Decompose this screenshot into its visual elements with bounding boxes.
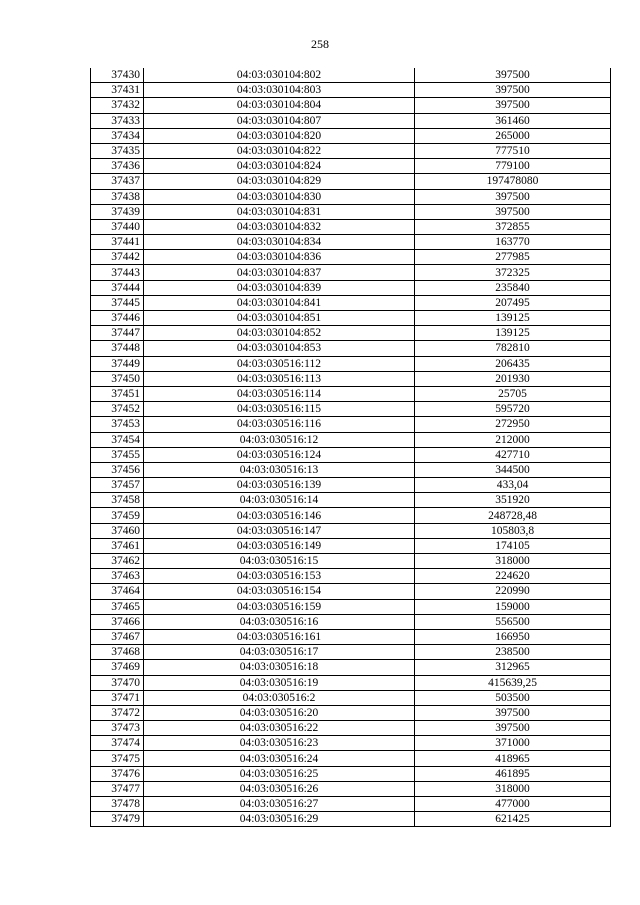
cadastral-value-cell: 197478080 <box>415 174 611 189</box>
table-row <box>91 629 611 644</box>
cadastral-number-cell: 04:03:030104:834 <box>144 235 415 250</box>
table-row <box>91 478 611 493</box>
row-number-cell: 37450 <box>91 371 144 386</box>
cadastral-number-cell: 04:03:030516:23 <box>144 736 415 751</box>
cadastral-number-cell: 04:03:030516:19 <box>144 675 415 690</box>
row-number-cell: 37434 <box>91 128 144 143</box>
cadastral-value-table <box>90 68 611 827</box>
table-row <box>91 766 611 781</box>
row-number-cell: 37464 <box>91 584 144 599</box>
table-row <box>91 812 611 827</box>
table-row <box>91 721 611 736</box>
cadastral-number-cell: 04:03:030516:24 <box>144 751 415 766</box>
cadastral-value-cell: 277985 <box>415 250 611 265</box>
table-row <box>91 311 611 326</box>
cadastral-value-cell: 318000 <box>415 554 611 569</box>
cadastral-number-cell: 04:03:030516:114 <box>144 386 415 401</box>
row-number-cell: 37465 <box>91 599 144 614</box>
cadastral-value-cell: 351920 <box>415 493 611 508</box>
cadastral-number-cell: 04:03:030516:17 <box>144 645 415 660</box>
row-number-cell: 37446 <box>91 311 144 326</box>
cadastral-value-cell: 105803,8 <box>415 523 611 538</box>
table-row <box>91 645 611 660</box>
cadastral-value-cell: 163770 <box>415 235 611 250</box>
table-row <box>91 174 611 189</box>
table-row <box>91 98 611 113</box>
row-number-cell: 37475 <box>91 751 144 766</box>
cadastral-number-cell: 04:03:030516:13 <box>144 462 415 477</box>
table-row <box>91 584 611 599</box>
cadastral-number-cell: 04:03:030104:831 <box>144 204 415 219</box>
table-row <box>91 386 611 401</box>
table-row <box>91 341 611 356</box>
cadastral-value-cell: 397500 <box>415 68 611 83</box>
row-number-cell: 37461 <box>91 538 144 553</box>
cadastral-value-cell: 344500 <box>415 462 611 477</box>
table-row <box>91 204 611 219</box>
cadastral-value-cell: 427710 <box>415 447 611 462</box>
cadastral-value-cell: 238500 <box>415 645 611 660</box>
cadastral-number-cell: 04:03:030104:822 <box>144 143 415 158</box>
cadastral-number-cell: 04:03:030516:153 <box>144 569 415 584</box>
cadastral-value-cell: 397500 <box>415 98 611 113</box>
cadastral-number-cell: 04:03:030516:18 <box>144 660 415 675</box>
cadastral-number-cell: 04:03:030104:853 <box>144 341 415 356</box>
cadastral-number-cell: 04:03:030516:14 <box>144 493 415 508</box>
cadastral-value-cell: 477000 <box>415 797 611 812</box>
row-number-cell: 37435 <box>91 143 144 158</box>
cadastral-value-cell: 418965 <box>415 751 611 766</box>
cadastral-number-cell: 04:03:030516:12 <box>144 432 415 447</box>
cadastral-number-cell: 04:03:030516:154 <box>144 584 415 599</box>
row-number-cell: 37439 <box>91 204 144 219</box>
row-number-cell: 37462 <box>91 554 144 569</box>
table-row <box>91 523 611 538</box>
cadastral-number-cell: 04:03:030516:20 <box>144 705 415 720</box>
table-row <box>91 493 611 508</box>
row-number-cell: 37457 <box>91 478 144 493</box>
row-number-cell: 37444 <box>91 280 144 295</box>
cadastral-number-cell: 04:03:030104:807 <box>144 113 415 128</box>
cadastral-value-cell: 782810 <box>415 341 611 356</box>
row-number-cell: 37442 <box>91 250 144 265</box>
cadastral-value-cell: 556500 <box>415 614 611 629</box>
row-number-cell: 37447 <box>91 326 144 341</box>
cadastral-value-cell: 621425 <box>415 812 611 827</box>
row-number-cell: 37431 <box>91 83 144 98</box>
cadastral-number-cell: 04:03:030516:139 <box>144 478 415 493</box>
table-row <box>91 736 611 751</box>
cadastral-number-cell: 04:03:030516:124 <box>144 447 415 462</box>
table-row <box>91 295 611 310</box>
cadastral-number-cell: 04:03:030516:15 <box>144 554 415 569</box>
table-row <box>91 113 611 128</box>
row-number-cell: 37479 <box>91 812 144 827</box>
row-number-cell: 37469 <box>91 660 144 675</box>
cadastral-value-cell: 272950 <box>415 417 611 432</box>
table-row <box>91 538 611 553</box>
table-row <box>91 797 611 812</box>
table-row <box>91 265 611 280</box>
cadastral-value-cell: 235840 <box>415 280 611 295</box>
table-row <box>91 751 611 766</box>
row-number-cell: 37458 <box>91 493 144 508</box>
table-row <box>91 371 611 386</box>
row-number-cell: 37437 <box>91 174 144 189</box>
table-row <box>91 690 611 705</box>
row-number-cell: 37433 <box>91 113 144 128</box>
table-row <box>91 68 611 83</box>
cadastral-value-cell: 224620 <box>415 569 611 584</box>
cadastral-number-cell: 04:03:030516:27 <box>144 797 415 812</box>
cadastral-value-cell: 503500 <box>415 690 611 705</box>
row-number-cell: 37454 <box>91 432 144 447</box>
cadastral-number-cell: 04:03:030516:26 <box>144 781 415 796</box>
row-number-cell: 37441 <box>91 235 144 250</box>
table-row <box>91 675 611 690</box>
row-number-cell: 37471 <box>91 690 144 705</box>
cadastral-value-cell: 433,04 <box>415 478 611 493</box>
row-number-cell: 37453 <box>91 417 144 432</box>
page-number: 258 <box>311 37 329 51</box>
cadastral-number-cell: 04:03:030516:16 <box>144 614 415 629</box>
cadastral-number-cell: 04:03:030104:837 <box>144 265 415 280</box>
table-row <box>91 614 611 629</box>
cadastral-value-cell: 139125 <box>415 326 611 341</box>
cadastral-value-cell: 461895 <box>415 766 611 781</box>
row-number-cell: 37470 <box>91 675 144 690</box>
table-row <box>91 781 611 796</box>
table-row <box>91 128 611 143</box>
cadastral-value-cell: 201930 <box>415 371 611 386</box>
row-number-cell: 37459 <box>91 508 144 523</box>
table-row <box>91 432 611 447</box>
row-number-cell: 37460 <box>91 523 144 538</box>
row-number-cell: 37455 <box>91 447 144 462</box>
cadastral-value-cell: 220990 <box>415 584 611 599</box>
cadastral-value-cell: 207495 <box>415 295 611 310</box>
table-row <box>91 417 611 432</box>
cadastral-number-cell: 04:03:030104:829 <box>144 174 415 189</box>
row-number-cell: 37468 <box>91 645 144 660</box>
table-row <box>91 462 611 477</box>
cadastral-number-cell: 04:03:030104:839 <box>144 280 415 295</box>
table-row <box>91 554 611 569</box>
cadastral-value-cell: 361460 <box>415 113 611 128</box>
table-row <box>91 280 611 295</box>
cadastral-value-cell: 159000 <box>415 599 611 614</box>
cadastral-value-cell: 777510 <box>415 143 611 158</box>
cadastral-number-cell: 04:03:030516:113 <box>144 371 415 386</box>
row-number-cell: 37463 <box>91 569 144 584</box>
cadastral-number-cell: 04:03:030104:852 <box>144 326 415 341</box>
cadastral-number-cell: 04:03:030516:115 <box>144 402 415 417</box>
row-number-cell: 37474 <box>91 736 144 751</box>
cadastral-value-cell: 779100 <box>415 159 611 174</box>
row-number-cell: 37443 <box>91 265 144 280</box>
table-row <box>91 143 611 158</box>
table-row <box>91 356 611 371</box>
row-number-cell: 37472 <box>91 705 144 720</box>
cadastral-number-cell: 04:03:030516:116 <box>144 417 415 432</box>
row-number-cell: 37478 <box>91 797 144 812</box>
cadastral-value-cell: 372325 <box>415 265 611 280</box>
cadastral-value-cell: 248728,48 <box>415 508 611 523</box>
table-body <box>91 68 611 827</box>
cadastral-number-cell: 04:03:030104:841 <box>144 295 415 310</box>
table-row <box>91 599 611 614</box>
cadastral-value-cell: 318000 <box>415 781 611 796</box>
cadastral-value-cell: 212000 <box>415 432 611 447</box>
row-number-cell: 37473 <box>91 721 144 736</box>
cadastral-value-cell: 415639,25 <box>415 675 611 690</box>
row-number-cell: 37440 <box>91 219 144 234</box>
table-row <box>91 250 611 265</box>
row-number-cell: 37466 <box>91 614 144 629</box>
cadastral-number-cell: 04:03:030516:29 <box>144 812 415 827</box>
cadastral-number-cell: 04:03:030516:22 <box>144 721 415 736</box>
cadastral-number-cell: 04:03:030104:803 <box>144 83 415 98</box>
cadastral-value-cell: 312965 <box>415 660 611 675</box>
cadastral-value-cell: 397500 <box>415 705 611 720</box>
table-row <box>91 326 611 341</box>
cadastral-value-cell: 25705 <box>415 386 611 401</box>
row-number-cell: 37430 <box>91 68 144 83</box>
cadastral-number-cell: 04:03:030104:830 <box>144 189 415 204</box>
cadastral-number-cell: 04:03:030104:824 <box>144 159 415 174</box>
cadastral-number-cell: 04:03:030104:836 <box>144 250 415 265</box>
table-row <box>91 159 611 174</box>
table-row <box>91 402 611 417</box>
cadastral-value-cell: 166950 <box>415 629 611 644</box>
cadastral-number-cell: 04:03:030104:820 <box>144 128 415 143</box>
row-number-cell: 37452 <box>91 402 144 417</box>
cadastral-number-cell: 04:03:030516:112 <box>144 356 415 371</box>
table-row <box>91 235 611 250</box>
cadastral-number-cell: 04:03:030516:2 <box>144 690 415 705</box>
row-number-cell: 37451 <box>91 386 144 401</box>
table-row <box>91 189 611 204</box>
table-row <box>91 447 611 462</box>
cadastral-value-cell: 372855 <box>415 219 611 234</box>
row-number-cell: 37449 <box>91 356 144 371</box>
row-number-cell: 37476 <box>91 766 144 781</box>
table-row <box>91 660 611 675</box>
cadastral-number-cell: 04:03:030516:161 <box>144 629 415 644</box>
row-number-cell: 37436 <box>91 159 144 174</box>
cadastral-number-cell: 04:03:030104:802 <box>144 68 415 83</box>
cadastral-value-cell: 265000 <box>415 128 611 143</box>
cadastral-value-cell: 397500 <box>415 189 611 204</box>
table-row <box>91 219 611 234</box>
cadastral-number-cell: 04:03:030516:159 <box>144 599 415 614</box>
cadastral-value-cell: 397500 <box>415 204 611 219</box>
cadastral-number-cell: 04:03:030104:851 <box>144 311 415 326</box>
row-number-cell: 37432 <box>91 98 144 113</box>
row-number-cell: 37448 <box>91 341 144 356</box>
cadastral-number-cell: 04:03:030516:146 <box>144 508 415 523</box>
cadastral-value-cell: 397500 <box>415 721 611 736</box>
cadastral-value-cell: 397500 <box>415 83 611 98</box>
row-number-cell: 37445 <box>91 295 144 310</box>
cadastral-number-cell: 04:03:030104:832 <box>144 219 415 234</box>
table-row <box>91 83 611 98</box>
cadastral-value-cell: 206435 <box>415 356 611 371</box>
cadastral-number-cell: 04:03:030516:147 <box>144 523 415 538</box>
cadastral-value-cell: 371000 <box>415 736 611 751</box>
cadastral-number-cell: 04:03:030104:804 <box>144 98 415 113</box>
row-number-cell: 37467 <box>91 629 144 644</box>
table-row <box>91 705 611 720</box>
cadastral-number-cell: 04:03:030516:149 <box>144 538 415 553</box>
cadastral-value-cell: 139125 <box>415 311 611 326</box>
row-number-cell: 37438 <box>91 189 144 204</box>
cadastral-number-cell: 04:03:030516:25 <box>144 766 415 781</box>
cadastral-value-cell: 174105 <box>415 538 611 553</box>
cadastral-value-cell: 595720 <box>415 402 611 417</box>
table-row <box>91 508 611 523</box>
table-row <box>91 569 611 584</box>
row-number-cell: 37456 <box>91 462 144 477</box>
row-number-cell: 37477 <box>91 781 144 796</box>
